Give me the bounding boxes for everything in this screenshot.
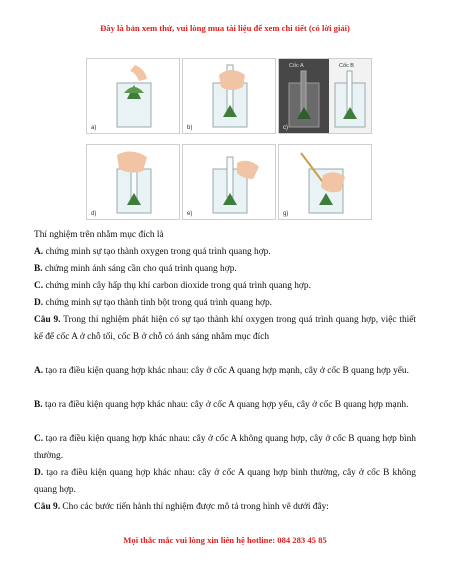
panel-label: e) [187,211,193,217]
q8-option-a [34,244,416,261]
question-number: Câu 9. [34,315,61,325]
panel-label: g) [283,211,289,217]
figure-panel-g [278,144,372,220]
q9-option-c [34,431,416,465]
panel-label: a) [91,125,97,131]
option-letter: D. [34,298,44,308]
option-letter: B. [34,400,43,410]
q8-option-c [34,278,416,295]
panel-label: c) [283,125,288,131]
q9-option-b [34,397,416,414]
option-letter: C. [34,281,44,291]
cup-a-label: Cốc A [289,63,304,69]
option-text: tạo ra điều kiện quang hợp khác nhau: cây ở cốc A quang hợp bình thường, cây ở cốc B không quang hợp. [34,468,416,495]
panel-e-illustration [183,145,276,220]
question-text: Trong thí nghiệm phát hiện có sự tạo thành khí oxygen trong quá trình quang hợp, việc thiết kế để cốc A ở chỗ tối, cốc B ở chỗ có ánh sáng nhằm mục đích [34,315,417,342]
question-text: Cho các bước tiến hành thí nghiệm được mô tả trong hình vẽ dưới đây: [60,502,329,512]
option-letter: D. [34,468,44,478]
panel-b-illustration [183,59,276,134]
panel-label: d) [91,211,97,217]
figure-panel-b [182,58,276,134]
figure-panel-d [86,144,180,220]
figure-panel-c [278,58,372,134]
option-text: chứng minh sự tạo thành tinh bột trong quá trình quang hợp. [43,298,273,308]
option-letter: C. [34,434,44,444]
figure-panel-a [86,58,180,134]
question-intro: Thí nghiệm trên nhằm mục đích là [34,230,164,240]
experiment-figure [84,56,374,222]
preview-notice-banner: Đây là bản xem thử, vui lòng mua tài liệu để xem chi tiết (có lời giải) [100,23,350,33]
q8-option-d [34,295,416,312]
option-text: chứng minh ánh sáng cần cho quá trình quang hợp. [42,264,237,274]
cup-b-label: Cốc B [339,63,354,69]
q9-option-d [34,465,416,499]
option-letter: B. [34,264,43,274]
option-text: tạo ra điều kiện quang hợp khác nhau: cây ở cốc A không quang hợp, cây ở cốc B quang hợp bình thường. [34,434,416,461]
q8-option-b [34,261,416,278]
option-text: chứng minh cây hấp thụ khí carbon dioxide trong quá trình quang hợp. [43,281,311,291]
option-letter: A. [34,366,44,376]
option-text: chứng minh sự tạo thành oxygen trong quá trình quang hợp. [43,247,271,257]
panel-d-illustration [87,145,180,220]
panel-g-illustration [279,145,372,220]
panel-c-illustration [279,59,372,134]
option-letter: A. [34,247,44,257]
question-9b [34,499,416,516]
question-9 [34,312,416,346]
question-number: Câu 9. [34,502,61,512]
option-text: tạo ra điều kiện quang hợp khác nhau: cây ở cốc A quang hợp yếu, cây ở cốc B quang hợp mạnh. [42,400,409,410]
figure-panel-e [182,144,276,220]
hotline-footer-banner: Mọi thắc mắc vui lòng xin liên hệ hotline: 084 283 45 85 [123,535,327,545]
option-text: tạo ra điều kiện quang hợp khác nhau: cây ở cốc A quang hợp mạnh, cây ở cốc B quang hợp yếu. [43,366,409,376]
panel-label: b) [187,125,193,131]
q9-option-a [34,363,416,380]
panel-a-illustration [87,59,180,134]
